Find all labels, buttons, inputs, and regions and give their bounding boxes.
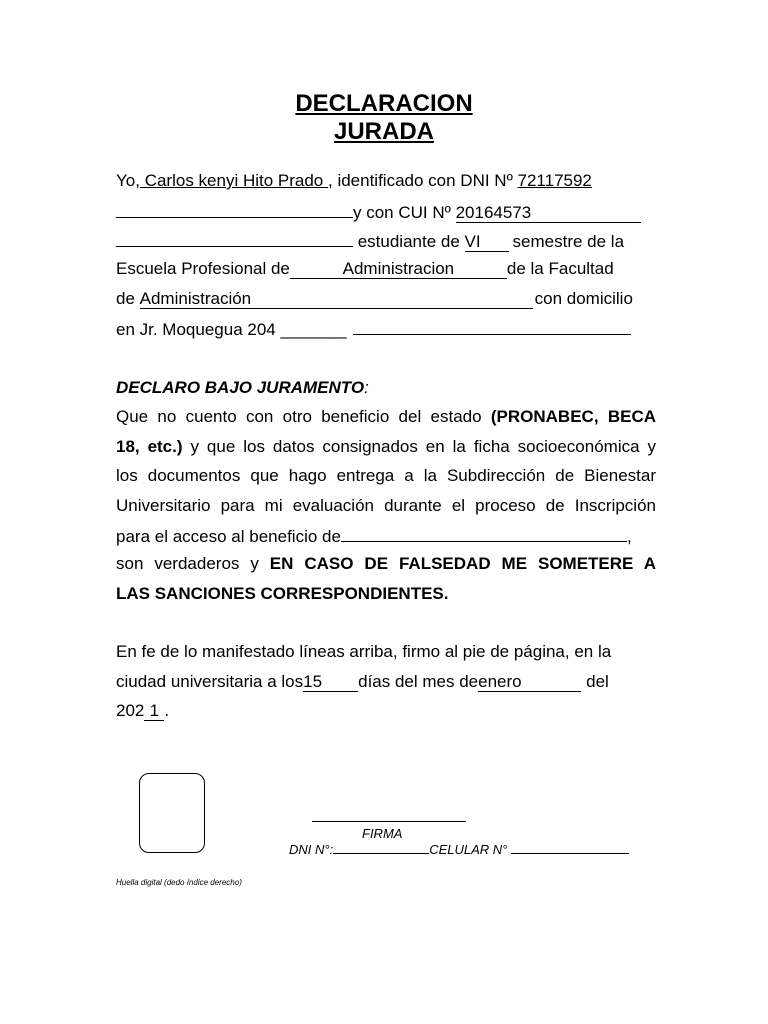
facultad-value: Administración	[140, 290, 533, 309]
signature-line	[312, 820, 466, 822]
title-line-1: DECLARACION	[295, 90, 473, 117]
closing-line-1: En fe de lo manifestado líneas arriba, firmo al pie de página, en la	[116, 642, 612, 661]
body-line-6: son verdaderos y EN CASO DE FALSEDAD ME SOMETERE A	[116, 554, 656, 573]
dni-celular-row: DNI N°: CELULAR N°	[289, 841, 629, 857]
dni-value: 72117592	[517, 171, 592, 190]
semestre-value: VI	[465, 233, 509, 252]
intro-line-3: estudiante de VI semestre de la	[116, 229, 656, 253]
blank-line	[116, 229, 353, 247]
body-line-4: Universitario para mi evaluación durante el proceso de Inscripción	[116, 496, 656, 515]
body-line-1: Que no cuento con otro beneficio del estado (PRONABEC, BECA	[116, 407, 657, 426]
body-line-3: los documentos que hago entrega a la Subdirección de Bienestar	[116, 466, 656, 485]
year-digit: 1	[144, 702, 164, 721]
celular-blank	[511, 841, 629, 854]
declaro-heading: DECLARO BAJO JURAMENTO:	[116, 378, 369, 397]
intro-line-6	[116, 317, 656, 341]
domicilio: en Jr. Moquegua 204 _______	[116, 320, 347, 339]
day-value: 15	[303, 673, 358, 692]
intro-line-4: Escuela Profesional de Administracion de la Facultad	[116, 259, 614, 278]
fingerprint-box	[139, 773, 205, 853]
body-line-5: para el acceso al beneficio de ,	[116, 524, 656, 548]
blank-line	[116, 200, 353, 218]
cui-value: 20164573	[456, 204, 641, 223]
dni-blank	[333, 841, 429, 854]
closing-line-2: ciudad universitaria a los15 días del mes deenero del	[116, 672, 609, 691]
month-value: enero	[478, 673, 581, 692]
beneficio-blank	[341, 524, 627, 542]
body-line-7: LAS SANCIONES CORRESPONDIENTES.	[116, 584, 449, 603]
intro-line-2: y con CUI Nº 20164573	[116, 200, 656, 224]
body-line-2: 18, etc.) y que los datos consignados en la ficha socioeconómica y	[116, 437, 656, 456]
firma-label: FIRMA	[362, 826, 403, 841]
blank-line	[353, 317, 631, 335]
huella-caption: Huella digital (dedo índice derecho)	[116, 878, 242, 887]
intro-line-1: Yo, Carlos kenyi Hito Prado , identificado con DNI Nº 72117592	[116, 171, 592, 190]
intro-line-5: de Administración con domicilio	[116, 289, 633, 308]
title-line-2: JURADA	[333, 118, 434, 145]
closing-line-3: 202 1 .	[116, 701, 170, 720]
student-name: Carlos kenyi Hito Prado	[139, 171, 328, 190]
escuela-value: Administracion	[290, 260, 507, 279]
